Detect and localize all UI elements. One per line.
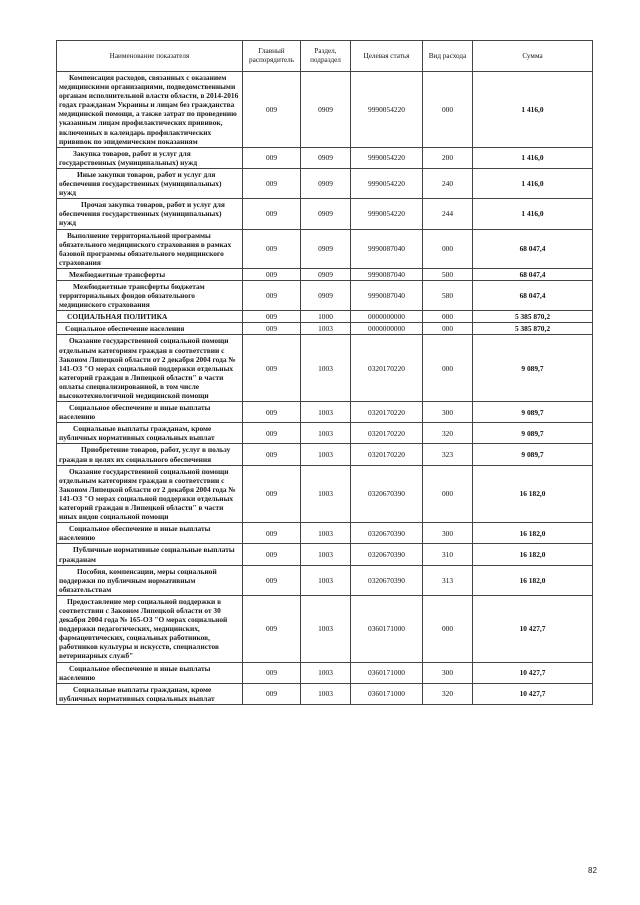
row-section: 1003 [301, 523, 351, 544]
row-target-article: 0360171000 [351, 683, 423, 704]
row-name: Социальные выплаты гражданам, кроме публичных нормативных социальных выплат [57, 683, 243, 704]
row-target-article: 0360171000 [351, 595, 423, 662]
row-target-article: 0000000000 [351, 311, 423, 323]
row-expense-type: 000 [423, 335, 473, 402]
row-name: Компенсация расходов, связанных с оказанием медицинскими организациями, подведомственными органам исполнительной власти области, в 2014-2016 годах гражданам Украины и лицам без гражданства медицинской помощи, а также затрат по проведению указанным лицам профилактических прививок, включенных в календарь профилактических прививок по эпидемическим показаниям [57, 72, 243, 148]
row-expense-type: 300 [423, 402, 473, 423]
row-chief-administrator: 009 [243, 72, 301, 148]
table-row [57, 168, 593, 198]
row-name: Социальное обеспечение и иные выплаты населению [57, 402, 243, 423]
row-chief-administrator: 009 [243, 595, 301, 662]
row-target-article: 0000000000 [351, 323, 423, 335]
row-expense-type: 500 [423, 268, 473, 280]
row-amount: 1 416,0 [473, 72, 593, 148]
row-section: 1003 [301, 402, 351, 423]
row-amount: 5 385 870,2 [473, 311, 593, 323]
row-section: 1003 [301, 323, 351, 335]
row-amount: 1 416,0 [473, 199, 593, 229]
table-row [57, 311, 593, 323]
table-row [57, 565, 593, 595]
header-expense-type: Вид расхода [423, 41, 473, 72]
table-row [57, 199, 593, 229]
row-expense-type: 000 [423, 229, 473, 268]
row-section: 1003 [301, 662, 351, 683]
row-expense-type: 300 [423, 523, 473, 544]
table-row [57, 523, 593, 544]
row-section: 0909 [301, 229, 351, 268]
row-amount: 9 089,7 [473, 423, 593, 444]
row-name: Иные закупки товаров, работ и услуг для обеспечения государственных (муниципальных) нужд [57, 168, 243, 198]
row-target-article: 9990087040 [351, 280, 423, 310]
row-chief-administrator: 009 [243, 280, 301, 310]
row-amount: 16 182,0 [473, 565, 593, 595]
row-expense-type: 240 [423, 168, 473, 198]
row-target-article: 0320670390 [351, 544, 423, 565]
table-header-row [57, 41, 593, 72]
row-chief-administrator: 009 [243, 147, 301, 168]
row-amount: 9 089,7 [473, 444, 593, 465]
table-row [57, 229, 593, 268]
row-amount: 10 427,7 [473, 662, 593, 683]
row-amount: 68 047,4 [473, 280, 593, 310]
row-chief-administrator: 009 [243, 444, 301, 465]
row-target-article: 0320170220 [351, 402, 423, 423]
row-expense-type: 313 [423, 565, 473, 595]
row-name: Социальные выплаты гражданам, кроме публичных нормативных социальных выплат [57, 423, 243, 444]
table-row [57, 402, 593, 423]
row-expense-type: 310 [423, 544, 473, 565]
table-row [57, 544, 593, 565]
row-section: 1003 [301, 683, 351, 704]
row-section: 1003 [301, 423, 351, 444]
row-chief-administrator: 009 [243, 168, 301, 198]
row-target-article: 0360171000 [351, 662, 423, 683]
row-target-article: 9990087040 [351, 229, 423, 268]
row-section: 0909 [301, 268, 351, 280]
row-chief-administrator: 009 [243, 544, 301, 565]
row-chief-administrator: 009 [243, 323, 301, 335]
row-expense-type: 000 [423, 465, 473, 523]
row-amount: 10 427,7 [473, 595, 593, 662]
table-row [57, 595, 593, 662]
row-amount: 9 089,7 [473, 402, 593, 423]
table-row [57, 280, 593, 310]
row-amount: 16 182,0 [473, 544, 593, 565]
row-name: Социальное обеспечение и иные выплаты населению [57, 662, 243, 683]
header-amount: Сумма [473, 41, 593, 72]
row-target-article: 0320170220 [351, 444, 423, 465]
header-chief-administrator: Главный распорядитель [243, 41, 301, 72]
row-chief-administrator: 009 [243, 199, 301, 229]
table-row [57, 72, 593, 148]
table-row [57, 335, 593, 402]
table-row [57, 268, 593, 280]
row-amount: 10 427,7 [473, 683, 593, 704]
row-chief-administrator: 009 [243, 523, 301, 544]
row-chief-administrator: 009 [243, 402, 301, 423]
row-name: Публичные нормативные социальные выплаты гражданам [57, 544, 243, 565]
row-name: Оказание государственной социальной помощи отдельным категориям граждан в соответствии с Законом Липецкой области от 2 декабря 2004 года № 141-ОЗ "О мерах социальной поддержки отдельных категорий граждан в Липецкой области" в части оплаты специализированной, в том числе высокотехнологичной медицинской помощи [57, 335, 243, 402]
table-row [57, 323, 593, 335]
row-target-article: 0320170220 [351, 335, 423, 402]
row-section: 0909 [301, 72, 351, 148]
row-chief-administrator: 009 [243, 229, 301, 268]
page-number: 82 [588, 866, 597, 875]
row-expense-type: 323 [423, 444, 473, 465]
row-section: 0909 [301, 199, 351, 229]
budget-table [56, 40, 593, 705]
row-expense-type: 580 [423, 280, 473, 310]
table-row [57, 662, 593, 683]
row-name: Межбюджетные трансферты [57, 268, 243, 280]
row-target-article: 0320670390 [351, 465, 423, 523]
row-section: 1003 [301, 595, 351, 662]
table-row [57, 423, 593, 444]
row-chief-administrator: 009 [243, 423, 301, 444]
row-chief-administrator: 009 [243, 683, 301, 704]
row-chief-administrator: 009 [243, 335, 301, 402]
row-amount: 1 416,0 [473, 168, 593, 198]
row-expense-type: 000 [423, 311, 473, 323]
row-target-article: 0320170220 [351, 423, 423, 444]
row-section: 1000 [301, 311, 351, 323]
row-target-article: 9990087040 [351, 268, 423, 280]
row-expense-type: 200 [423, 147, 473, 168]
row-expense-type: 000 [423, 323, 473, 335]
row-name: Прочая закупка товаров, работ и услуг для обеспечения государственных (муниципальных) нужд [57, 199, 243, 229]
row-section: 0909 [301, 280, 351, 310]
header-section: Раздел, подраздел [301, 41, 351, 72]
row-name: Межбюджетные трансферты бюджетам территориальных фондов обязательного медицинского страхования [57, 280, 243, 310]
row-section: 0909 [301, 168, 351, 198]
row-expense-type: 000 [423, 72, 473, 148]
budget-table-container [56, 40, 592, 705]
row-amount: 16 182,0 [473, 523, 593, 544]
row-amount: 16 182,0 [473, 465, 593, 523]
row-name: Приобретение товаров, работ, услуг в пользу граждан в целях их социального обеспечения [57, 444, 243, 465]
row-name: СОЦИАЛЬНАЯ ПОЛИТИКА [57, 311, 243, 323]
row-chief-administrator: 009 [243, 465, 301, 523]
row-chief-administrator: 009 [243, 565, 301, 595]
row-name: Закупка товаров, работ и услуг для государственных (муниципальных) нужд [57, 147, 243, 168]
row-target-article: 9990054220 [351, 199, 423, 229]
row-amount: 1 416,0 [473, 147, 593, 168]
row-target-article: 0320670390 [351, 565, 423, 595]
row-amount: 68 047,4 [473, 268, 593, 280]
row-section: 1003 [301, 335, 351, 402]
row-name: Пособия, компенсации, меры социальной поддержки по публичным нормативным обязательствам [57, 565, 243, 595]
row-target-article: 0320670390 [351, 523, 423, 544]
row-chief-administrator: 009 [243, 311, 301, 323]
row-expense-type: 300 [423, 662, 473, 683]
row-name: Оказание государственной социальной помощи отдельным категориям граждан в соответствии с Законом Липецкой области от 2 декабря 2004 года № 141-ОЗ "О мерах социальной поддержки отдельных категорий граждан в Липецкой области" в части иных видов социальной помощи [57, 465, 243, 523]
row-chief-administrator: 009 [243, 268, 301, 280]
row-section: 1003 [301, 444, 351, 465]
table-row [57, 444, 593, 465]
table-row [57, 147, 593, 168]
row-expense-type: 000 [423, 595, 473, 662]
row-target-article: 9990054220 [351, 147, 423, 168]
table-row [57, 683, 593, 704]
row-name: Выполнение территориальной программы обязательного медицинского страхования в рамках базовой программы обязательного медицинского страхования [57, 229, 243, 268]
row-target-article: 9990054220 [351, 168, 423, 198]
header-target-article: Целевая статья [351, 41, 423, 72]
row-expense-type: 320 [423, 423, 473, 444]
row-target-article: 9990054220 [351, 72, 423, 148]
row-expense-type: 320 [423, 683, 473, 704]
row-name: Предоставление мер социальной поддержки в соответствии с Законом Липецкой области от 30 декабря 2004 года № 165-ОЗ "О мерах социальной поддержки педагогических, медицинских, фармацевтических, социальных работников, работников культуры и искусств, специалистов ветеринарных служб" [57, 595, 243, 662]
row-amount: 5 385 870,2 [473, 323, 593, 335]
row-section: 1003 [301, 565, 351, 595]
header-indicator-name: Наименование показателя [57, 41, 243, 72]
row-name: Социальное обеспечение населения [57, 323, 243, 335]
row-section: 1003 [301, 544, 351, 565]
row-expense-type: 244 [423, 199, 473, 229]
table-row [57, 465, 593, 523]
row-section: 0909 [301, 147, 351, 168]
row-name: Социальное обеспечение и иные выплаты населению [57, 523, 243, 544]
row-amount: 9 089,7 [473, 335, 593, 402]
row-section: 1003 [301, 465, 351, 523]
row-chief-administrator: 009 [243, 662, 301, 683]
row-amount: 68 047,4 [473, 229, 593, 268]
